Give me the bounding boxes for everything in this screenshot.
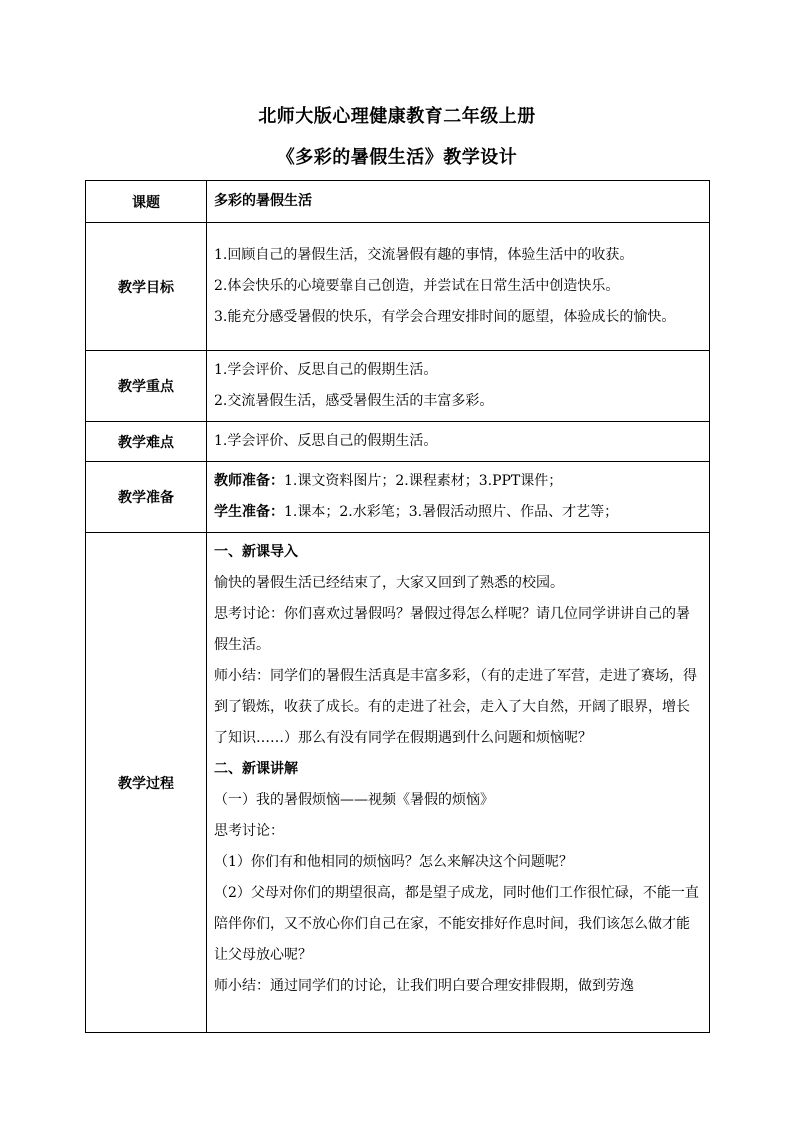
label-preparation: 教学准备: [86, 462, 207, 533]
goal-item: 1.回顾自己的暑假生活，交流暑假有趣的事情，体验生活中的收获。: [214, 247, 634, 263]
topic-value: 多彩的暑假生活: [207, 181, 710, 223]
lesson-plan-table: [85, 180, 710, 1033]
row-preparation: [86, 462, 710, 533]
process-paragraph: 思考讨论：: [214, 823, 284, 839]
process-paragraph: 师小结：通过同学们的讨论，让我们明白要合理安排假期，做到劳逸: [214, 978, 634, 994]
process-paragraph: （1）你们有和他相同的烦恼吗？怎么来解决这个问题呢？: [214, 854, 573, 870]
goals-content: [207, 223, 710, 351]
process-paragraph: （一）我的暑假烦恼——视频《暑假的烦恼》: [214, 792, 494, 808]
difficulty-item: 1.学会评价、反思自己的假期生活。: [214, 433, 438, 449]
teacher-preparation-label: 教师准备：: [214, 473, 284, 489]
label-key-points: 教学重点: [86, 351, 207, 422]
student-preparation: [214, 497, 703, 528]
process-paragraph: （2）父母对你们的期望很高，都是望子成龙，同时他们工作很忙碌，不能一直陪伴你们，又不放心你们自己在家，不能安排好作息时间，我们该怎么做才能让父母放心呢？: [214, 885, 699, 963]
label-process: 教学过程: [86, 533, 207, 1033]
preparation-content: [207, 462, 710, 533]
row-difficulties: [86, 422, 710, 462]
key-points-content: [207, 351, 710, 422]
document-subtitle: 《多彩的暑假生活》教学设计: [276, 147, 518, 168]
process-paragraph: 愉快的暑假生活已经结束了，大家又回到了熟悉的校园。: [214, 575, 564, 591]
document-title: 北师大版心理健康教育二年级上册: [258, 106, 536, 127]
teacher-preparation: [214, 466, 703, 497]
student-preparation-label: 学生准备：: [214, 504, 284, 520]
section-heading: 二、新课讲解: [214, 761, 298, 777]
process-paragraph: 师小结：同学们的暑假生活真是丰富多彩，（有的走进了军营，走进了赛场，得到了锻炼，收获了成长。有的走进了社会，走入了大自然，开阔了眼界，增长了知识……）那么有没有同学在假期遇到什么问题和烦恼呢？: [214, 668, 697, 746]
process-content: [207, 533, 710, 1033]
row-topic: [86, 181, 710, 223]
key-point-item: 1.学会评价、反思自己的假期生活。: [214, 362, 438, 378]
goal-item: 2.体会快乐的心境要靠自己创造，并尝试在日常生活中创造快乐。: [214, 278, 620, 294]
label-difficulties: 教学难点: [86, 422, 207, 462]
key-point-item: 2.交流暑假生活，感受暑假生活的丰富多彩。: [214, 393, 494, 409]
label-goals: 教学目标: [86, 223, 207, 351]
section-heading: 一、新课导入: [214, 544, 298, 560]
row-key-points: [86, 351, 710, 422]
row-goals: [86, 223, 710, 351]
goal-item: 3.能充分感受暑假的快乐，有学会合理安排时间的愿望，体验成长的愉快。: [214, 309, 676, 325]
teacher-preparation-text: 1.课文资料图片；2.课程素材；3.PPT课件；: [284, 473, 563, 489]
label-topic: 课题: [86, 181, 207, 223]
process-paragraph: 思考讨论：你们喜欢过暑假吗？暑假过得怎么样呢？请几位同学讲讲自己的暑假生活。: [214, 606, 690, 653]
row-process: [86, 533, 710, 1033]
difficulties-content: [207, 422, 710, 462]
student-preparation-text: 1.课本；2.水彩笔；3.暑假活动照片、作品、才艺等；: [284, 504, 619, 520]
